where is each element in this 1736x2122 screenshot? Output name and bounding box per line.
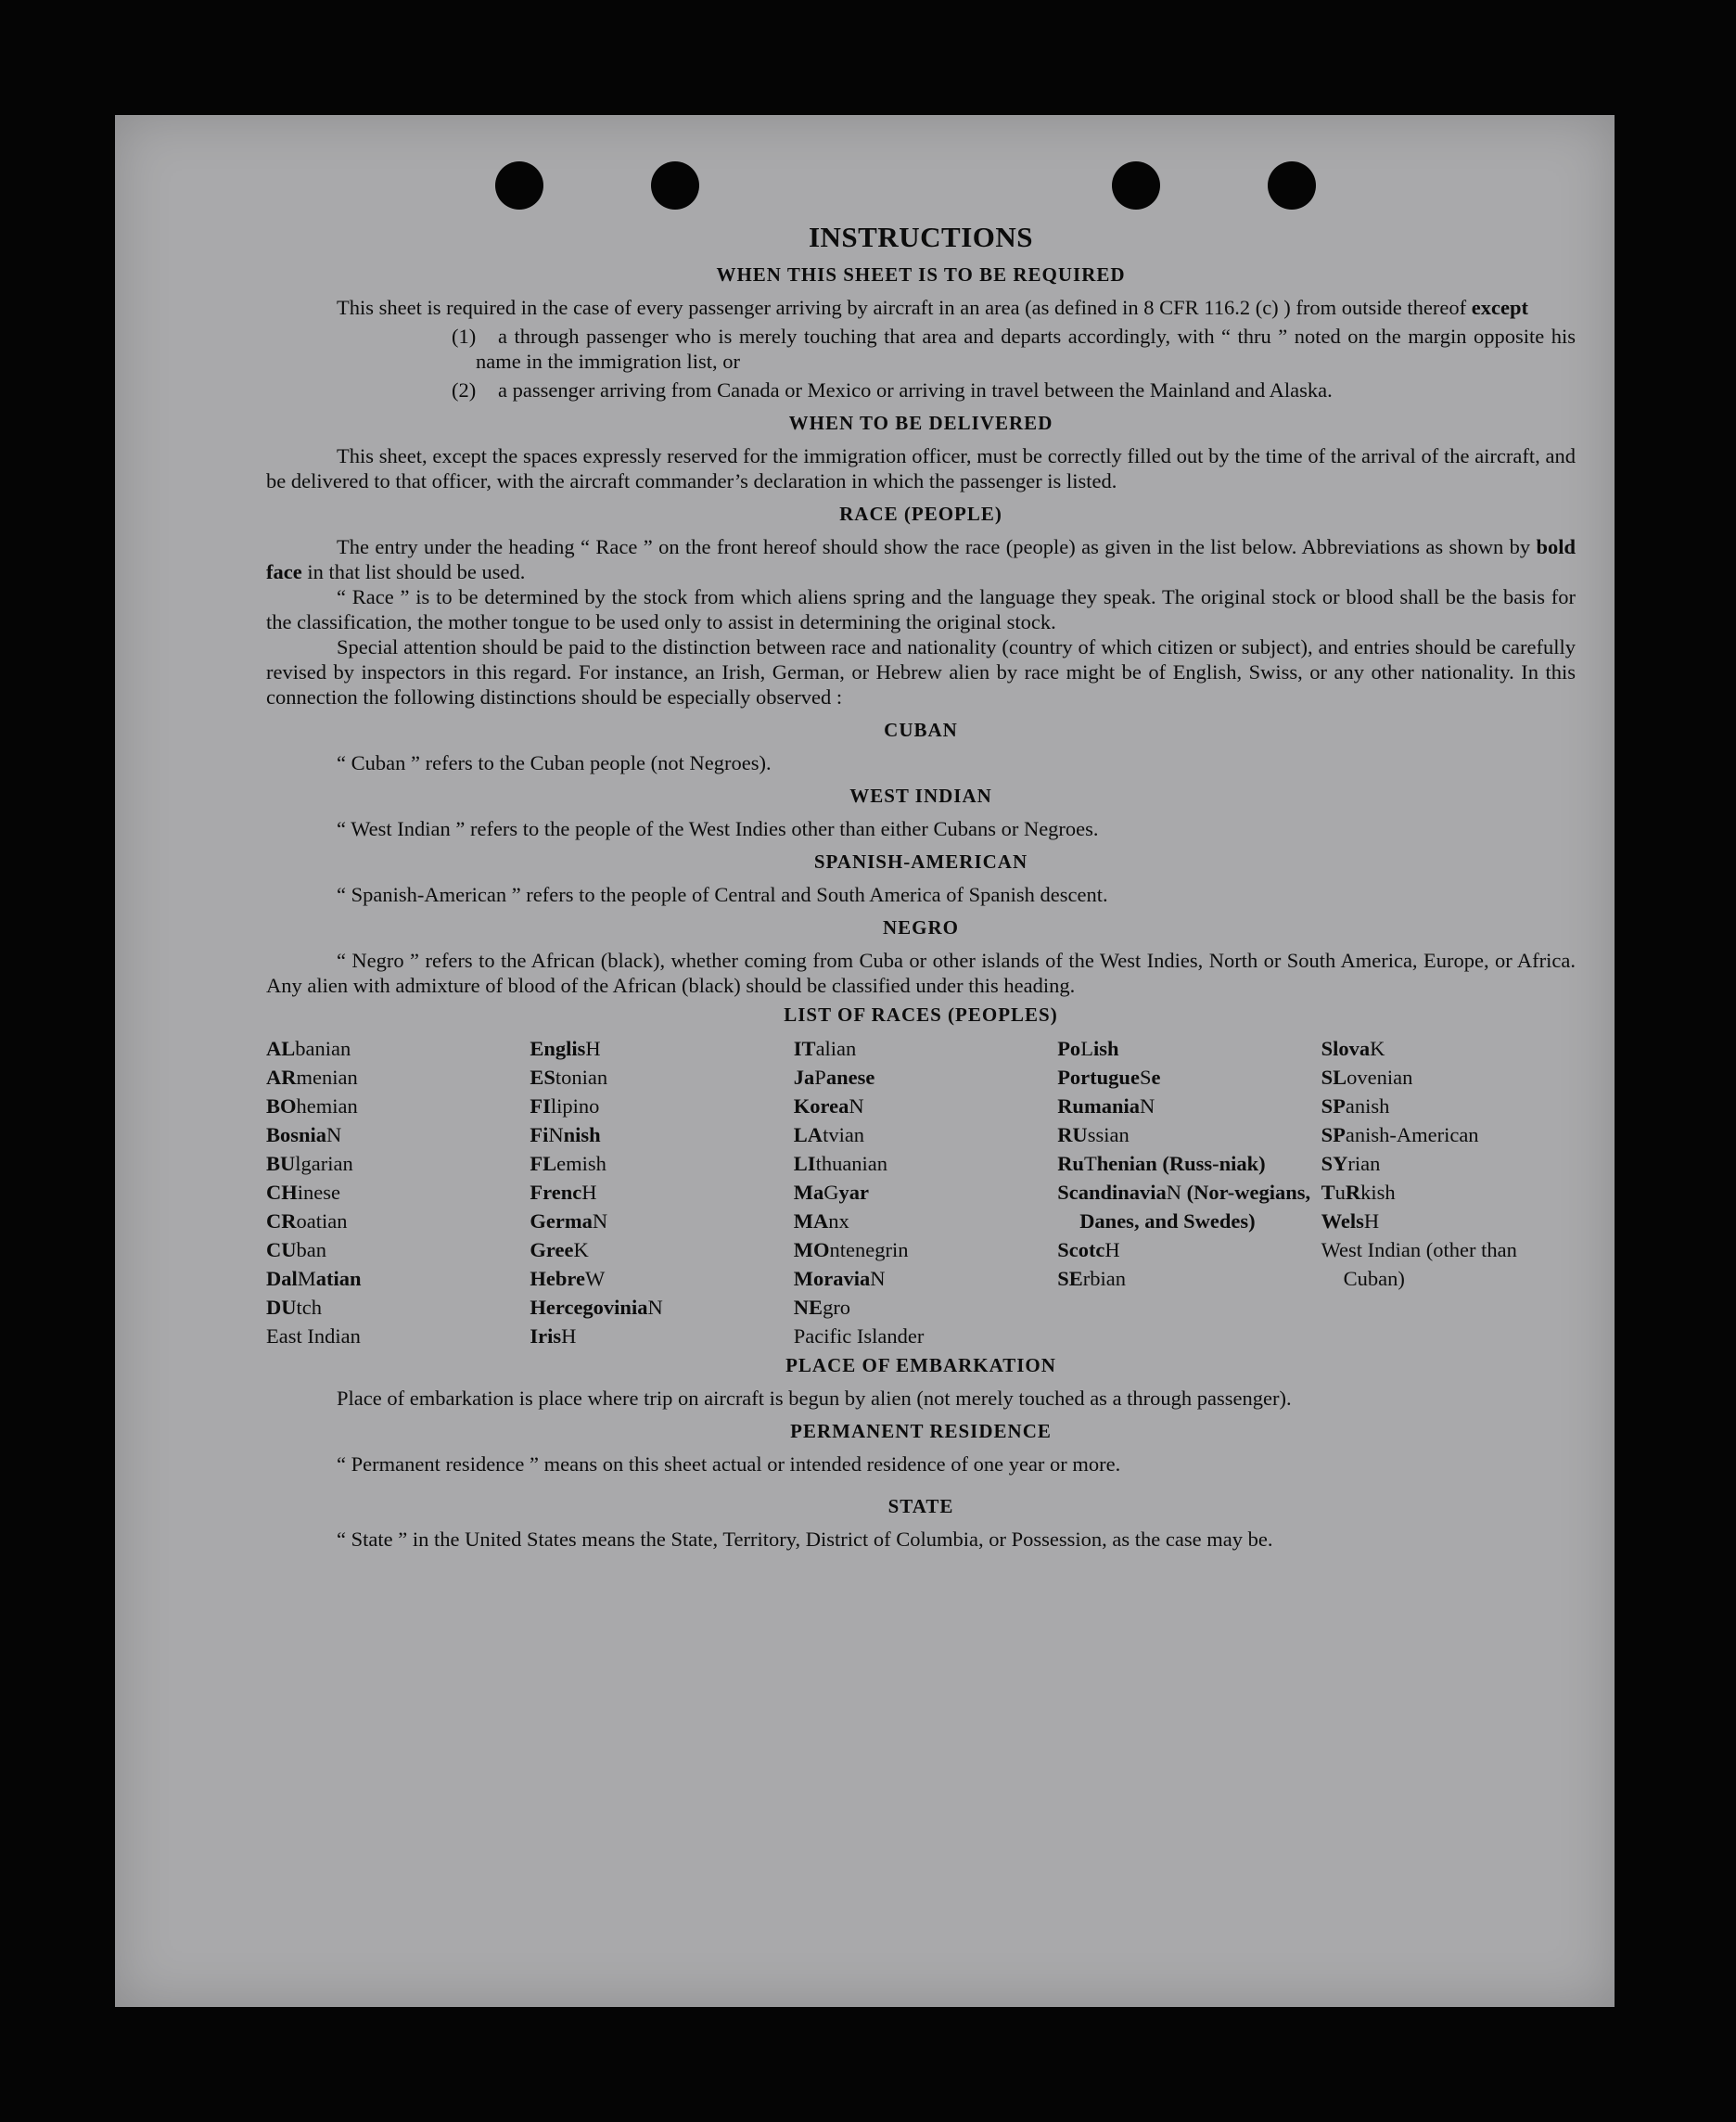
race-entry: GreeK [530,1238,589,1261]
race-entry: SYrian [1321,1152,1381,1175]
exception-list [266,324,1576,403]
race-entry: SErbian [1057,1267,1126,1290]
cuban-text: “ Cuban ” refers to the Cuban people (not Negroes). [337,751,772,774]
race-entry: CHinese [266,1181,340,1204]
race-entry: WelsH [1321,1209,1380,1233]
race-entry: MoraviaN [793,1267,886,1290]
race-entry: ScotcH [1057,1238,1120,1261]
race-entry: BosniaN [266,1123,342,1146]
race-entry: IrisH [530,1324,577,1348]
race-paragraph-1: The entry under the heading “ Race ” on the front hereof should show the race (people) as given in the list below. Abbreviations as shown by bold face in that list should be used. [266,535,1576,583]
race-column [1057,1034,1311,1350]
race-entry: SPanish [1321,1094,1390,1118]
race-entry: BUlgarian [266,1152,353,1175]
residence-text: “ Permanent residence ” means on this sheet actual or intended residence of one year or more. [337,1452,1121,1476]
state-text: “ State ” in the United States means the State, Territory, District of Columbia, or Possession, as the case may be. [337,1528,1273,1551]
race-paragraph-3: Special attention should be paid to the distinction between race and nationality (country of which citizen or subject), and entries should be carefully revised by inspectors in this regard. For instance, an Irish, German, or Hebrew alien by race might be of English, Swiss, or any other nationality. In this connection the following distinctions should be especially observed : [266,635,1576,709]
race-column [530,1034,784,1350]
race-entry: EStonian [530,1066,608,1089]
race-entry: SLovenian [1321,1066,1413,1089]
race-entry: ARmenian [266,1066,358,1089]
race-entry: RUssian [1057,1123,1130,1146]
race-entry: NEgro [793,1296,851,1319]
race-entry: MaGyar [793,1181,870,1204]
punch-hole [651,161,699,210]
race-entry: ALbanian [266,1037,351,1060]
instructions-content [266,221,1576,1552]
race-entry: Pacific Islander [793,1324,925,1348]
race-entry: JaPanese [793,1066,875,1089]
negro-text: “ Negro ” refers to the African (black), whether coming from Cuba or other islands of the West Indies, North or South America, Europe, or Africa. Any alien with admixture of blood of the African (black) should be classified under this heading. [266,949,1576,997]
west-indian-text: “ West Indian ” refers to the people of the West Indies other than either Cubans or Negroes. [337,817,1099,840]
document-sheet [115,115,1615,2007]
race-entry: MOntenegrin [793,1238,909,1261]
heading-race-list: LIST OF RACES (PEOPLES) [784,1003,1058,1026]
race-entry: EnglisH [530,1037,601,1060]
race-column [794,1034,1048,1350]
embarkation-text: Place of embarkation is place where trip on aircraft is begun by alien (not merely touched as a through passenger). [337,1387,1292,1410]
race-entry: FrencH [530,1181,597,1204]
race-entry: CRoatian [266,1209,348,1233]
punch-hole [495,161,543,210]
race-entry: DalMatian [266,1267,362,1290]
heading-residence: PERMANENT RESIDENCE [790,1420,1052,1442]
heading-state: STATE [887,1495,954,1517]
heading-embarkation: PLACE OF EMBARKATION [785,1354,1056,1376]
heading-spanish-american: SPANISH-AMERICAN [813,850,1028,873]
spanish-american-text: “ Spanish-American ” refers to the people of Central and South America of Spanish descent. [337,883,1108,906]
heading-required: WHEN THIS SHEET IS TO BE REQUIRED [716,263,1126,286]
race-entry: LAtvian [793,1123,865,1146]
heading-cuban: CUBAN [884,719,958,741]
page-title: INSTRUCTIONS [808,221,1033,253]
race-entry: SlovaK [1321,1037,1385,1060]
heading-west-indian: WEST INDIAN [849,785,992,807]
exception-item: (1) a through passenger who is merely touching that area and departs accordingly, with “ thru ” noted on the margin opposite his name in the immigration list, or [452,325,1576,373]
race-list [266,1034,1576,1350]
punch-hole [1268,161,1316,210]
race-entry: BOhemian [266,1094,358,1118]
race-entry: FLemish [530,1152,606,1175]
delivered-text: This sheet, except the spaces expressly reserved for the immigration officer, must be correctly filled out by the time of the arrival of the aircraft, and be delivered to that officer, with the aircraft commander’s declaration in which the passenger is listed. [266,444,1576,492]
race-entry: RumaniaN [1057,1094,1155,1118]
race-entry: MAnx [793,1209,849,1233]
race-entry: East Indian [266,1324,361,1348]
race-entry: HercegoviniaN [530,1296,663,1319]
race-entry: ScandinaviaN (Nor-wegians, Danes, and Swedes) [1057,1181,1311,1233]
heading-negro: NEGRO [882,916,959,939]
race-entry: ITalian [793,1037,857,1060]
race-entry: PortugueSe [1057,1066,1161,1089]
race-entry: FIlipino [530,1094,600,1118]
heading-race: RACE (PEOPLE) [839,503,1002,525]
race-entry: HebreW [530,1267,606,1290]
race-entry: SPanish-American [1321,1123,1479,1146]
race-entry: KoreaN [793,1094,864,1118]
exception-item: (2) a passenger arriving from Canada or Mexico or arriving in travel between the Mainland and Alaska. [452,378,1333,402]
race-paragraph-2: “ Race ” is to be determined by the stock from which aliens spring and the language they speak. The original stock or blood shall be the basis for the classification, the mother tongue to be used only to assist in determining the original stock. [266,585,1576,633]
race-column [1321,1034,1576,1350]
race-entry: PoLish [1057,1037,1119,1060]
race-entry: West Indian (other than Cuban) [1321,1238,1517,1290]
race-entry: GermaN [530,1209,608,1233]
race-entry: LIthuanian [793,1152,888,1175]
race-entry: RuThenian (Russ-niak) [1057,1152,1266,1175]
race-entry: TuRkish [1321,1181,1396,1204]
race-entry: DUtch [266,1296,322,1319]
required-intro: This sheet is required in the case of every passenger arriving by aircraft in an area (as defined in 8 CFR 116.2 (c) ) from outside thereof except [337,296,1528,319]
punch-hole [1112,161,1160,210]
heading-delivered: WHEN TO BE DELIVERED [788,412,1053,434]
race-entry: CUban [266,1238,326,1261]
race-entry: FiNnish [530,1123,601,1146]
race-column [266,1034,520,1350]
